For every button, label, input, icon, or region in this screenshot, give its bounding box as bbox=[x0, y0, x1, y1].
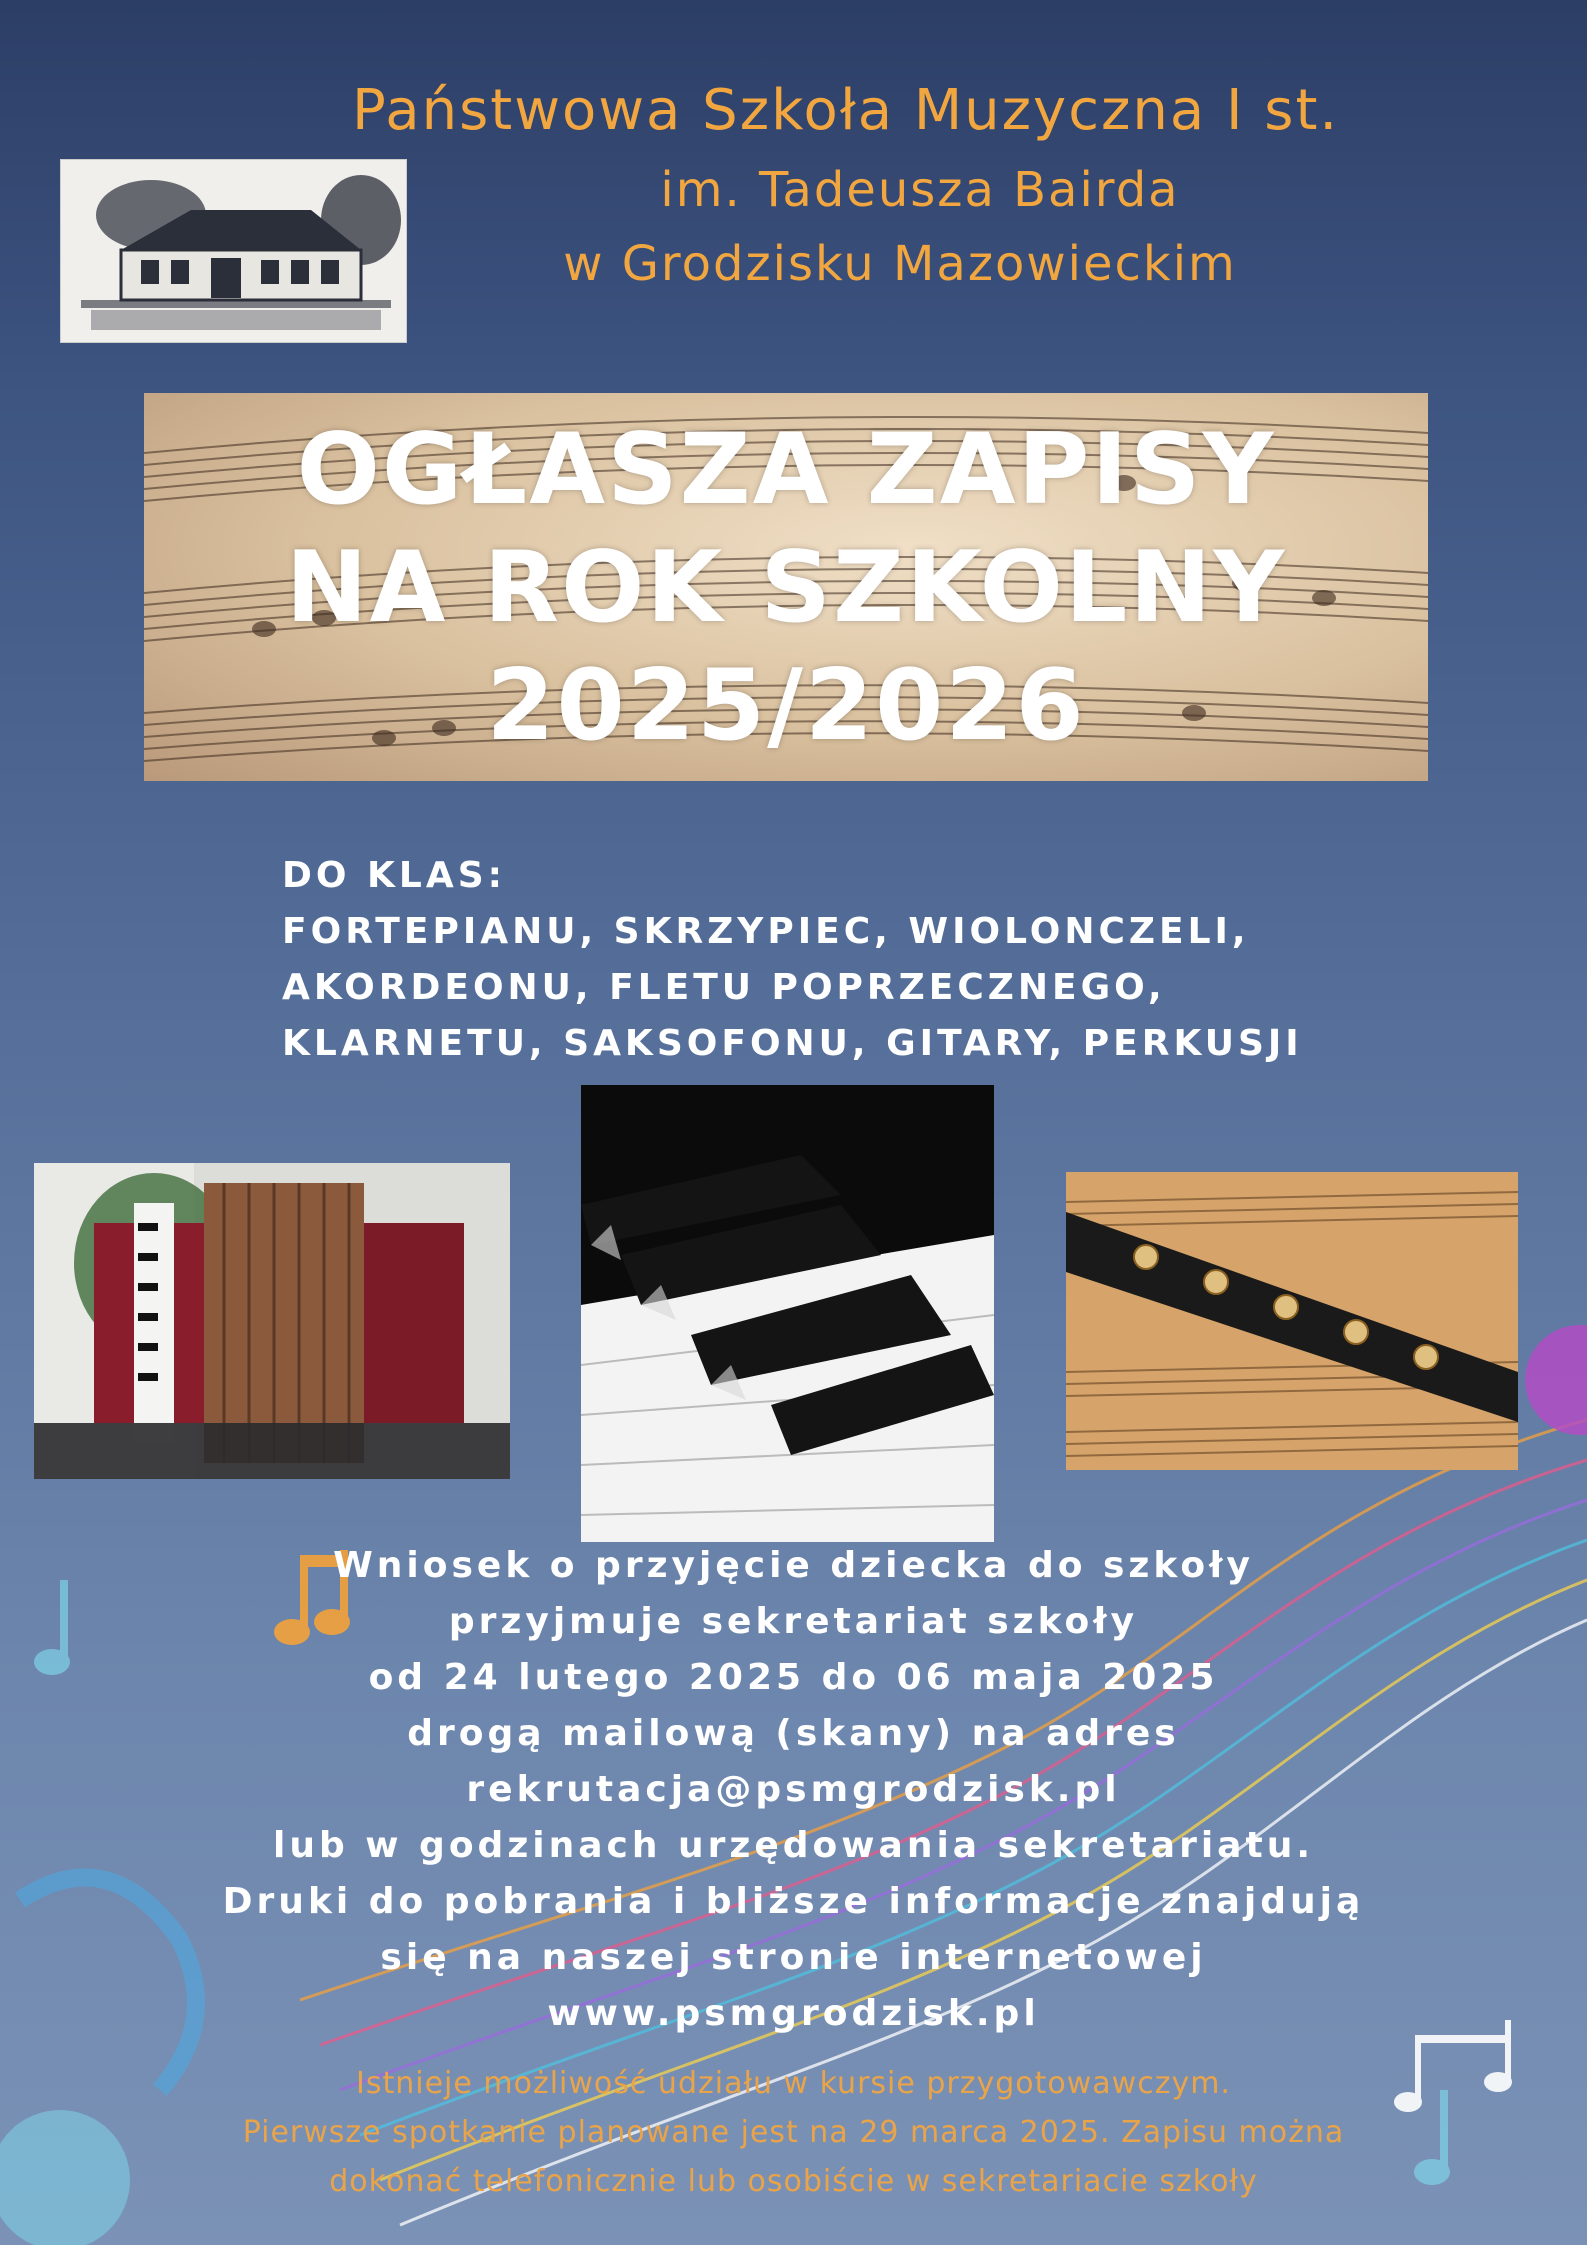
footnote-line3: dokonać telefonicznie lub osobiście w sekretariacie szkoły bbox=[329, 2164, 1258, 2199]
contact-email[interactable]: rekrutacja@psmgrodzisk.pl bbox=[466, 1769, 1121, 1810]
footnote-line2: Pierwsze spotkanie planowane jest na 29 marca 2025. Zapisu można bbox=[242, 2115, 1345, 2150]
school-location: w Grodzisku Mazowieckim bbox=[563, 236, 1237, 292]
classes-line1: FORTEPIANU, SKRZYPIEC, WIOLONCZELI, bbox=[282, 911, 1250, 952]
clarinet-photo bbox=[1066, 1172, 1518, 1470]
banner-year: 2025/2026 bbox=[486, 649, 1086, 763]
banner-title-line1: OGŁASZA ZAPISY bbox=[296, 413, 1276, 527]
classes-heading: DO KLAS: bbox=[282, 855, 507, 896]
info-line2: przyjmuje sekretariat szkoły bbox=[448, 1601, 1139, 1642]
website-link[interactable]: www.psmgrodzisk.pl bbox=[547, 1993, 1040, 2034]
info-line1: Wniosek o przyjęcie dziecka do szkoły bbox=[333, 1545, 1254, 1586]
banner-title-line2: NA ROK SZKOLNY bbox=[285, 531, 1287, 645]
info-line6: lub w godzinach urzędowania sekretariatu. bbox=[272, 1825, 1314, 1866]
enrollment-banner bbox=[144, 393, 1428, 781]
school-patron: im. Tadeusza Bairda bbox=[660, 162, 1180, 218]
piano-keys-photo bbox=[581, 1085, 994, 1542]
info-line7: Druki do pobrania i bliższe informacje znajdują bbox=[222, 1881, 1365, 1922]
info-line4: drogą mailową (skany) na adres bbox=[407, 1713, 1180, 1754]
classes-line3: KLARNETU, SAKSOFONU, GITARY, PERKUSJI bbox=[282, 1023, 1303, 1064]
school-building-sketch bbox=[60, 159, 407, 343]
info-line8: się na naszej stronie internetowej bbox=[380, 1937, 1207, 1978]
footnote-line1: Istnieje możliwość udziału w kursie przygotowawczym. bbox=[356, 2066, 1231, 2101]
classes-line2: AKORDEONU, FLETU POPRZECZNEGO, bbox=[282, 967, 1166, 1008]
info-dates: od 24 lutego 2025 do 06 maja 2025 bbox=[368, 1657, 1219, 1698]
accordion-photo bbox=[34, 1163, 510, 1479]
school-name: Państwowa Szkoła Muzyczna I st. bbox=[352, 78, 1340, 143]
